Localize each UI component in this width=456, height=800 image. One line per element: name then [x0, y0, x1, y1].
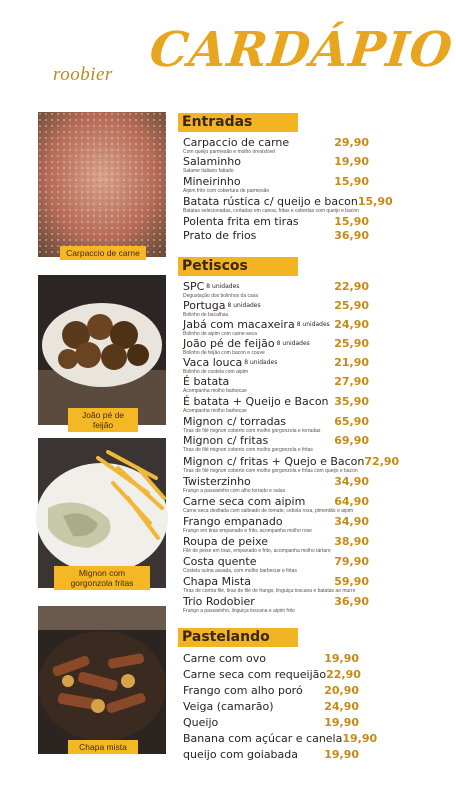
item-price: 35,90 [334, 395, 369, 408]
item-price: 38,90 [334, 535, 369, 548]
item-description: Bolinho de bacalhau [183, 312, 229, 318]
menu-item [183, 668, 359, 681]
item-name: Carne seca com requeijão [183, 668, 327, 681]
menu-item [183, 337, 369, 356]
menu-item [183, 299, 369, 318]
item-description: Aipim frito com cobertura de parmesão [183, 188, 270, 194]
item-name: Mignon c/ torradas [183, 415, 287, 428]
item-name: Roupa de peixe [183, 535, 269, 548]
item-description: Bolinho de aipim com carne-seca [183, 331, 257, 337]
item-price: 19,90 [342, 732, 378, 745]
menu-item [183, 515, 369, 534]
menu-item [183, 575, 369, 594]
section-header-entradas: Entradas [178, 113, 298, 132]
item-price: 21,90 [334, 356, 369, 369]
item-price: 36,90 [334, 229, 369, 242]
menu-item [183, 700, 359, 713]
item-description: Bolinho de feijão com bacon e couve [183, 350, 265, 356]
menu-item [183, 395, 369, 414]
item-name: queijo com goiabada [183, 748, 299, 761]
item-price: 22,90 [326, 668, 361, 681]
menu-item [183, 215, 369, 228]
item-units: 8 unidades [227, 302, 261, 309]
item-description: Com queijo parmesão e molho irresistível [183, 149, 275, 155]
section-header-petiscos: Petiscos [178, 257, 298, 276]
item-description: Carne seca desfiada com salteado de tomate, cebola roxa, pimentão e aipim [183, 508, 354, 514]
item-price: 64,90 [334, 495, 369, 508]
item-description: Bolinho de costela com aipim [183, 369, 249, 375]
menu-item [183, 455, 400, 474]
item-name: Chapa Mista [183, 575, 251, 588]
menu-item [183, 555, 369, 574]
item-description: Frango em tiras empanado e frito, acompanha molho rose [183, 528, 312, 534]
item-name: É batata [183, 375, 230, 388]
item-description: Tiras de filé mignon coberto com molho gorgonzola e fritas com queijo e bacon [183, 468, 358, 474]
item-name: É batata + Queijo e Bacon [183, 395, 329, 408]
item-description: Acompanha molho barbecue [183, 408, 247, 414]
menu-item [183, 415, 369, 434]
item-description: Degustação dos bolinhos da casa [183, 293, 259, 299]
menu-item [183, 136, 369, 155]
item-name: Prato de frios [183, 229, 257, 242]
item-price: 29,90 [334, 136, 369, 149]
item-name: Mignon c/ fritas [183, 434, 269, 447]
item-name: Jabá com macaxeira 8 unidades [183, 318, 330, 331]
item-name: Banana com açúcar e canela [183, 732, 343, 745]
item-description: Frango a passarinho com alho torrado e salsa [183, 488, 286, 494]
item-name: Frango empanado [183, 515, 283, 528]
menu-item [183, 716, 359, 729]
menu-item [183, 595, 369, 614]
item-price: 15,90 [334, 175, 369, 188]
menu-item [183, 195, 393, 214]
item-description: Tiras de filé mignon coberto com molho gorgonzola e fritas [183, 447, 313, 453]
item-name: Mignon c/ fritas + Quejo e Bacon [183, 455, 365, 468]
menu-item [183, 748, 359, 761]
item-description: Costela suína assada, com molho barbecue e fritas [183, 568, 297, 574]
item-price: 72,90 [364, 455, 400, 468]
item-units: 8 unidades [296, 321, 330, 328]
item-name: Frango com alho poró [183, 684, 303, 697]
item-name: Salaminho [183, 155, 241, 168]
item-description: Salame italiano fatiado [183, 168, 234, 174]
menu-item [183, 229, 369, 242]
item-name: Carne seca com aipim [183, 495, 306, 508]
menu-item [183, 375, 369, 394]
item-units: 8 unidades [276, 340, 310, 347]
item-price: 22,90 [334, 280, 369, 293]
menu-item [183, 495, 369, 514]
section-header-pastelando: Pastelando [178, 628, 298, 647]
item-price: 79,90 [334, 555, 369, 568]
item-name: Carpaccio de carne [183, 136, 290, 149]
item-description: Tiras de filé mignon coberto com molho gorgonzola e torradas [183, 428, 321, 434]
item-price: 27,90 [334, 375, 369, 388]
item-description: Tiras de contra filé, tiras de filé de frango, linguiça toscana e batatas ao murro [183, 588, 356, 594]
menu-item [183, 684, 359, 697]
item-price: 69,90 [334, 434, 369, 447]
item-name: Vaca louca 8 unidades [183, 356, 278, 369]
item-name: Mineirinho [183, 175, 241, 188]
photo-caption: Carpaccio de carne [60, 246, 146, 260]
item-price: 25,90 [334, 299, 369, 312]
meatballs-photo [38, 275, 166, 430]
item-name: Costa quente [183, 555, 257, 568]
item-name: João pé de feijão 8 unidades [183, 337, 310, 350]
item-name: SPC 8 unidades [183, 280, 240, 293]
item-name: Veiga (camarão) [183, 700, 274, 713]
item-price: 15,90 [357, 195, 393, 208]
item-price: 19,90 [324, 716, 359, 729]
item-price: 15,90 [334, 215, 369, 228]
menu-item [183, 356, 369, 375]
item-price: 34,90 [334, 475, 369, 488]
menu-item [183, 318, 369, 337]
menu-item [183, 535, 369, 554]
item-units: 8 unidades [206, 283, 240, 290]
item-name: Polenta frita em tiras [183, 215, 299, 228]
item-name: Queijo [183, 716, 219, 729]
item-price: 36,90 [334, 595, 369, 608]
carpaccio-photo [38, 112, 166, 257]
item-price: 59,90 [334, 575, 369, 588]
item-price: 65,90 [334, 415, 369, 428]
item-price: 19,90 [324, 748, 359, 761]
item-name: Batata rústica c/ queijo e bacon [183, 195, 358, 208]
item-price: 25,90 [334, 337, 369, 350]
menu-item [183, 175, 369, 194]
menu-item [183, 652, 359, 665]
grilled-platter-photo [38, 606, 166, 754]
item-price: 24,90 [324, 700, 359, 713]
item-name: Trio Rodobier [183, 595, 255, 608]
mignon-fries-photo [38, 438, 166, 588]
item-description: Acompanha molho barbecue [183, 388, 247, 394]
item-description: Batatas selecionadas, cortadas em canoa, fritas e cobertas com queijo e bacon [183, 208, 359, 214]
item-name: Portuga 8 unidades [183, 299, 261, 312]
brand-logo: roobier [53, 64, 113, 85]
menu-item [183, 475, 369, 494]
menu-item [183, 434, 369, 453]
item-price: 24,90 [334, 318, 369, 331]
item-price: 20,90 [324, 684, 359, 697]
item-name: Carne com ovo [183, 652, 266, 665]
photo-caption: Mignon com gorgonzola fritas [54, 566, 150, 590]
photo-caption: João pé de feijão [68, 408, 138, 432]
item-name: Twisterzinho [183, 475, 251, 488]
menu-item [183, 155, 369, 174]
item-description: Filé de peixe em tiras, empanado e frito, acompanha molho tártaro [183, 548, 331, 554]
item-price: 34,90 [334, 515, 369, 528]
item-units: 8 unidades [244, 359, 278, 366]
item-price: 19,90 [334, 155, 369, 168]
photo-caption: Chapa mista [68, 740, 138, 754]
item-description: Frango a passarinho, linguiça toscana e aipim frito [183, 608, 295, 614]
menu-item [183, 732, 378, 745]
page-title: CARDÁPIO [147, 22, 456, 78]
item-price: 19,90 [324, 652, 359, 665]
menu-item [183, 280, 369, 299]
